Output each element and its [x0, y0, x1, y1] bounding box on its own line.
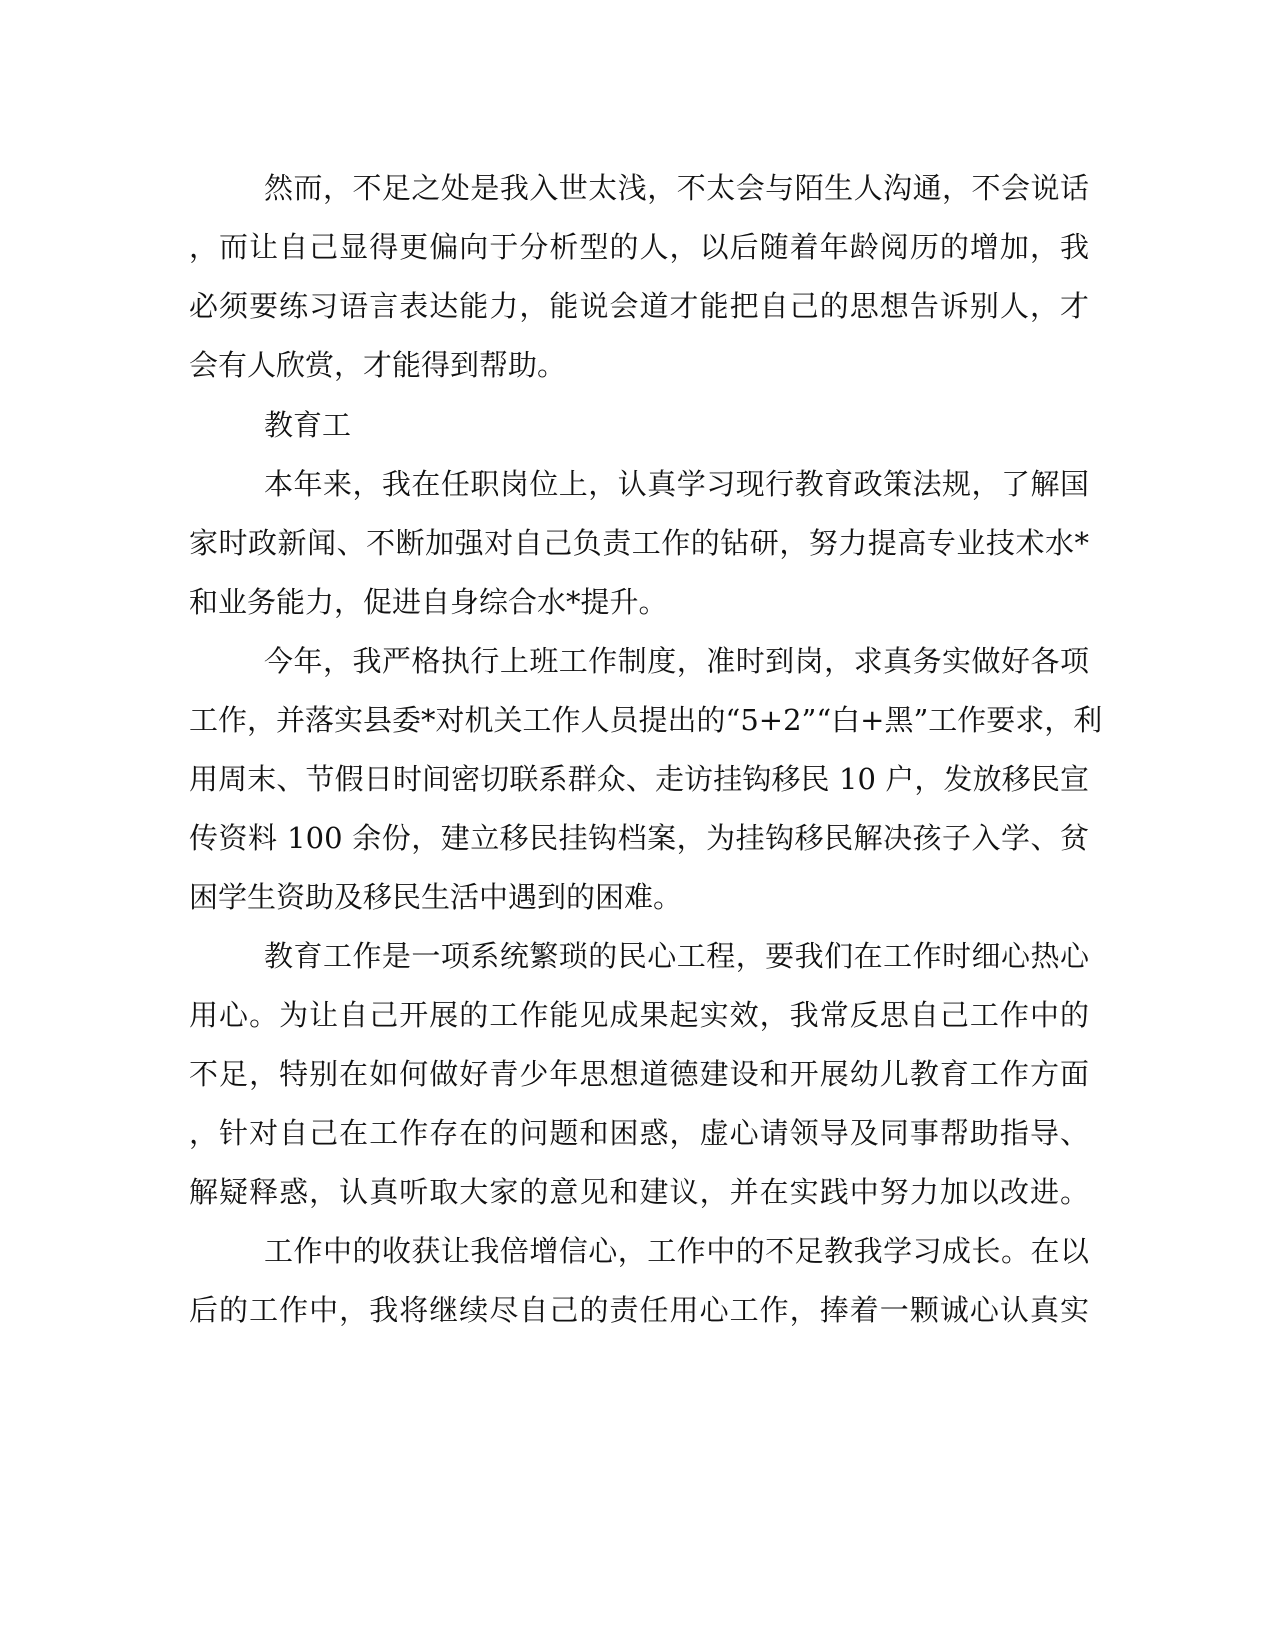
- text-line: 今年，我严格执行上班工作制度，准时到岗，求真务实做好各项: [264, 644, 1089, 678]
- section-heading: 教育工: [264, 408, 352, 442]
- text-line: 和业务能力，促进自身综合水*提升。: [189, 585, 668, 619]
- text-line: 家时政新闻、不断加强对自己负责工作的钻研，努力提高专业技术水*: [189, 526, 1089, 560]
- text-line: 用心。为让自己开展的工作能见成果起实效，我常反思自己工作中的: [189, 998, 1089, 1032]
- text-line: 不足，特别在如何做好青少年思想道德建设和开展幼儿教育工作方面: [189, 1057, 1089, 1091]
- text-line: 传资料 100 余份，建立移民挂钩档案，为挂钩移民解决孩子入学、贫: [189, 821, 1089, 855]
- text-line: ，而让自己显得更偏向于分析型的人，以后随着年龄阅历的增加，我: [189, 230, 1089, 264]
- text-line: 必须要练习语言表达能力，能说会道才能把自己的思想告诉别人，才: [189, 289, 1089, 323]
- text-line: 工作中的收获让我倍增信心，工作中的不足教我学习成长。在以: [264, 1234, 1089, 1268]
- text-line: 解疑释惑，认真听取大家的意见和建议，并在实践中努力加以改进。: [189, 1175, 1089, 1209]
- text-line: 本年来，我在任职岗位上，认真学习现行教育政策法规，了解国: [264, 467, 1089, 501]
- text-line: 会有人欣赏，才能得到帮助。: [189, 348, 567, 382]
- text-line: ，针对自己在工作存在的问题和困惑，虚心请领导及同事帮助指导、: [189, 1116, 1089, 1150]
- text-line: 后的工作中，我将继续尽自己的责任用心工作，捧着一颗诚心认真实: [189, 1293, 1089, 1327]
- text-line: 然而，不足之处是我入世太浅，不太会与陌生人沟通，不会说话: [264, 171, 1089, 205]
- text-line: 教育工作是一项系统繁琐的民心工程，要我们在工作时细心热心: [264, 939, 1089, 973]
- text-line: 用周末、节假日时间密切联系群众、走访挂钩移民 10 户，发放移民宣: [189, 762, 1089, 796]
- text-line: 工作，并落实县委*对机关工作人员提出的“5+2”“白+黑”工作要求，利: [189, 703, 1103, 737]
- text-line: 困学生资助及移民生活中遇到的困难。: [189, 880, 683, 914]
